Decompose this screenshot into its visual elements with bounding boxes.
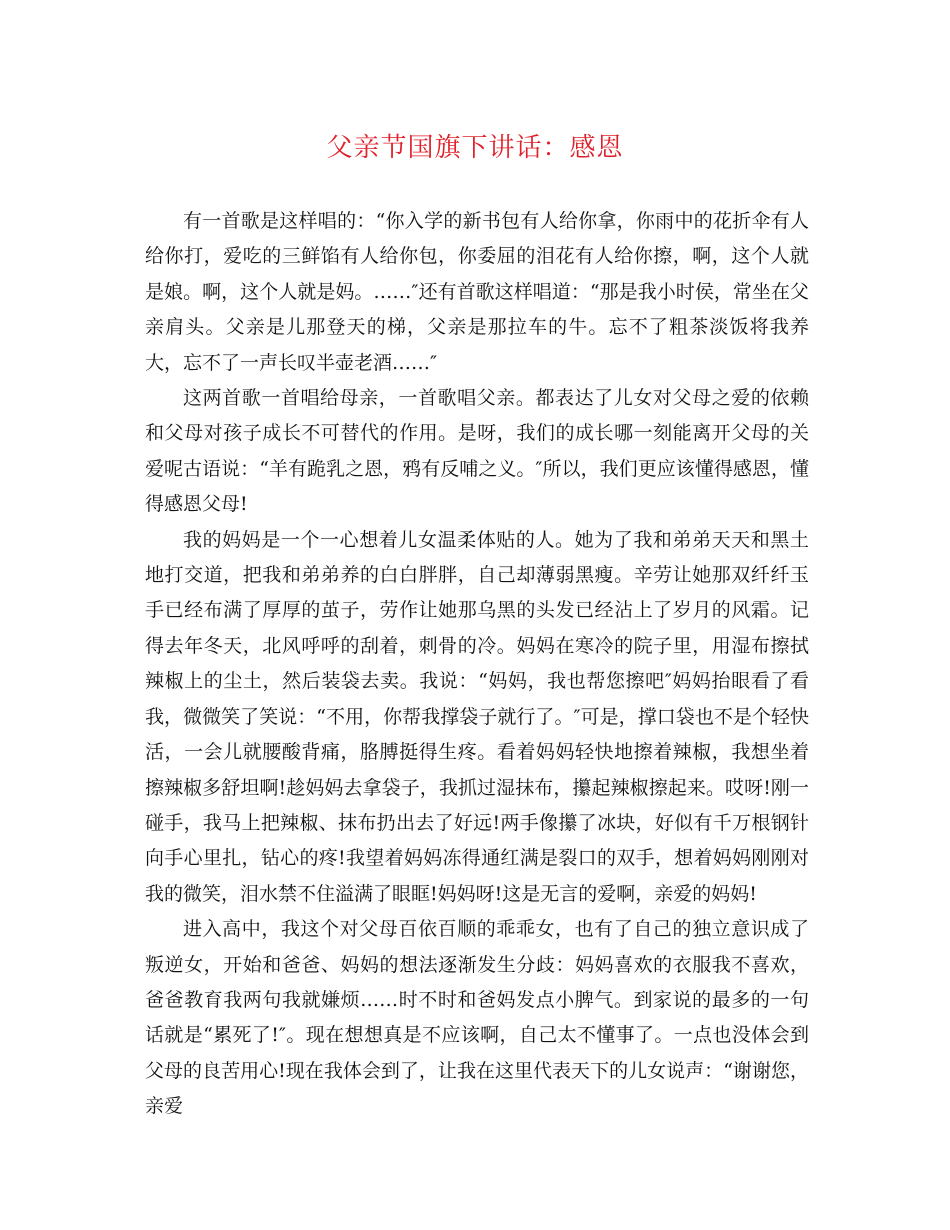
document-title: 父亲节国旗下讲话：感恩	[326, 133, 624, 163]
document-body	[145, 204, 809, 1125]
paragraph-4: 进入高中，我这个对父母百依百顺的乖乖女，也有了自己的独立意识成了叛逆女，开始和爸爸、妈妈的想法逐渐发生分歧：妈妈喜欢的衣服我不喜欢，爸爸教育我两句我就嫌烦……时不时和爸妈发点小脾气。到家说的最多的一句话就是“累死了!″。现在想想真是不应该啊，自己太不懂事了。一点也没体会到父母的良苦用心!现在我体会到了，让我在这里代表天下的儿女说声：“谢谢您，亲爱	[145, 918, 809, 1118]
paragraph-2: 这两首歌一首唱给母亲，一首歌唱父亲。都表达了儿女对父母之爱的依赖和父母对孩子成长不可替代的作用。是呀，我们的成长哪一刻能离开父母的关爱呢古语说：“羊有跪乳之恩，鸦有反哺之义。″所以，我们更应该懂得感恩，懂得感恩父母!	[145, 387, 809, 516]
paragraph-3: 我的妈妈是一个一心想着儿女温柔体贴的人。她为了我和弟弟天天和黑土地打交道，把我和弟弟养的白白胖胖，自己却薄弱黑瘦。辛劳让她那双纤纤玉手已经布满了厚厚的茧子，劳作让她那乌黑的头发已经沾上了岁月的风霜。记得去年冬天，北风呼呼的刮着，刺骨的冷。妈妈在寒冷的院子里，用湿布擦拭辣椒上的尘土，然后装袋去卖。我说：“妈妈，我也帮您擦吧″妈妈抬眼看了看我，微微笑了笑说：“不用，你帮我撑袋子就行了。″可是，撑口袋也不是个轻快活，一会儿就腰酸背痛，胳膊挺得生疼。看着妈妈轻快地擦着辣椒，我想坐着擦辣椒多舒坦啊!趁妈妈去拿袋子，我抓过湿抹布，攥起辣椒擦起来。哎呀!刚一碰手，我马上把辣椒、抹布扔出去了好远!两手像攥了冰块，好似有千万根钢针向手心里扎，钻心的疼!我望着妈妈冻得通红满是裂口的双手，想着妈妈刚刚对我的微笑，泪水禁不住溢满了眼眶!妈妈呀!这是无言的爱啊，亲爱的妈妈!	[145, 528, 809, 905]
paragraph-1: 有一首歌是这样唱的：“你入学的新书包有人给你拿，你雨中的花折伞有人给你打，爱吃的三鲜馅有人给你包，你委屈的泪花有人给你擦，啊，这个人就是娘。啊，这个人就是妈。……″还有首歌这样唱道：“那是我小时侯，常坐在父亲肩头。父亲是儿那登天的梯，父亲是那拉车的牛。忘不了粗茶淡饭将我养大，忘不了一声长叹半壶老酒……″	[145, 210, 809, 374]
